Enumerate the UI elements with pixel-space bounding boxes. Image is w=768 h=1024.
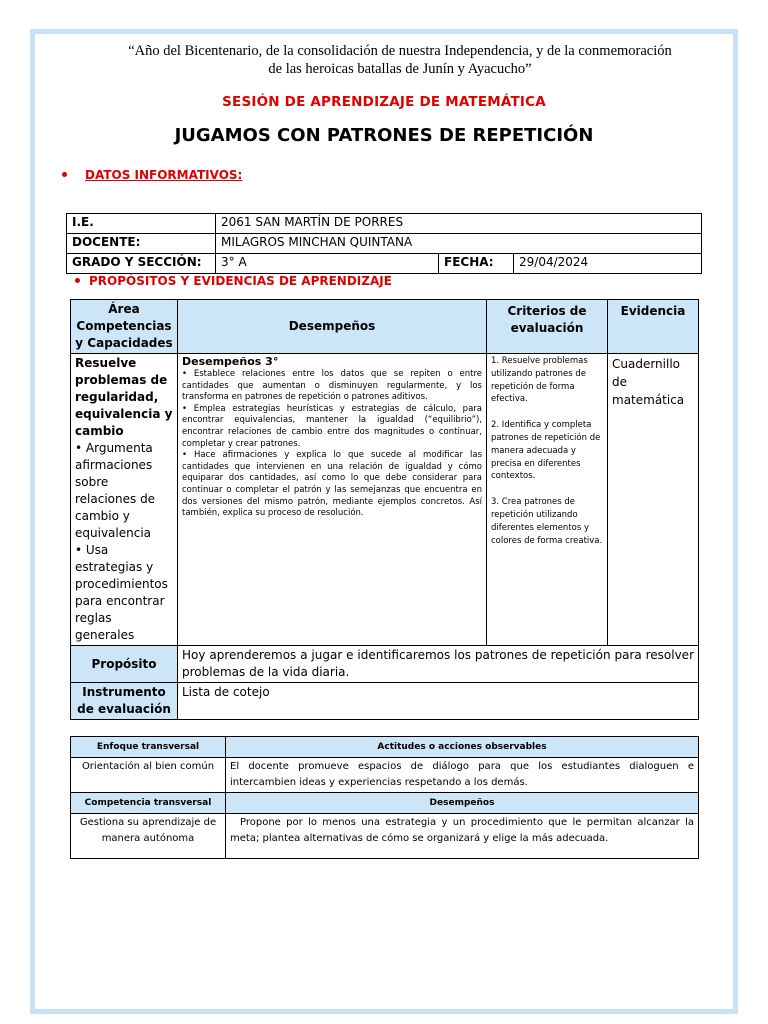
desempeno-transversal-value: Propone por lo menos una estrategia y un procedimiento que le permitan alcanzar la meta; plantea alternativas de cómo se organizará y elige la más adecuada. xyxy=(226,814,699,859)
capacidad-item: • Usa estrategias y procedimientos para encontrar reglas generales xyxy=(75,543,168,642)
criterios-cell xyxy=(487,354,608,646)
section-propositos xyxy=(75,274,392,288)
criterio-item: 1. Resuelve problemas utilizando patrones de repetición de forma efectiva. xyxy=(491,356,588,405)
bullet-icon xyxy=(75,278,80,283)
table-row xyxy=(71,814,699,859)
header-area: Área Competencias y Capacidades xyxy=(71,300,178,354)
table-row xyxy=(67,234,702,254)
info-table xyxy=(66,213,702,274)
desempeno-item: • Emplea estrategias heurísticas y estrategias de cálculo, para encontrar equivalencias, mantener la igualdad (“equilibrio”), encontrar relaciones de cambio entre dos magnitudes o continuar, completar y crear patrones. xyxy=(182,403,482,449)
header-desempenos-transversal: Desempeños xyxy=(226,793,699,814)
table-header-row xyxy=(71,793,699,814)
desempenos-title: Desempeños 3° xyxy=(182,355,279,368)
proposito-label: Propósito xyxy=(71,646,178,683)
section-datos-informativos xyxy=(62,168,242,182)
session-title: SESIÓN DE APRENDIZAJE DE MATEMÁTICA xyxy=(222,94,546,110)
capacidad-item: • Argumenta afirmaciones sobre relaciones de cambio y equivalencia xyxy=(75,441,156,540)
criterio-item: 3. Crea patrones de repetición utilizando diferentes elementos y colores de forma creativa. xyxy=(491,497,603,546)
section-datos-label: DATOS INFORMATIVOS: xyxy=(85,168,243,182)
desempenos-cell xyxy=(178,354,487,646)
fecha-value: 29/04/2024 xyxy=(514,254,702,274)
actitud-value: El docente promueve espacios de diálogo para que los estudiantes dialoguen e intercambien ideas y experiencias respetando a los demás. xyxy=(226,758,699,793)
header-actitudes: Actitudes o acciones observables xyxy=(226,737,699,758)
year-motto: “Año del Bicentenario, de la consolidación de nuestra Independencia, y de la conmemoración de las heroicas batallas de Junín y Ayacucho” xyxy=(128,43,672,77)
header-desempenos: Desempeños xyxy=(178,300,487,354)
competencia-cell xyxy=(71,354,178,646)
table-header-row xyxy=(71,737,699,758)
criterio-item: 2. Identifica y completa patrones de repetición de manera adecuada y precisa en diferentes contextos. xyxy=(491,420,601,482)
docente-label: DOCENTE: xyxy=(67,234,216,254)
ie-value: 2061 SAN MARTÍN DE PORRES xyxy=(216,214,702,234)
evidencia-cell: Cuadernillo de matemática xyxy=(608,354,699,646)
desempeno-item: • Hace afirmaciones y explica lo que sucede al modificar las cantidades que intervienen en una relación de igualdad y cómo equiparar dos cantidades, así como lo que debe considerar para continuar o completar el patrón y las semejanzas que encuentra en dos versiones del mismo patrón, mediante ejemplos concretos. Así también, explica su proceso de resolución. xyxy=(182,450,482,519)
header-evidencia: Evidencia xyxy=(608,300,699,354)
table-header-row xyxy=(71,300,699,354)
table-row xyxy=(67,214,702,234)
table-row xyxy=(67,254,702,274)
instrumento-text: Lista de cotejo xyxy=(178,683,699,720)
proposito-text: Hoy aprenderemos a jugar e identificaremos los patrones de repetición para resolver problemas de la vida diaria. xyxy=(178,646,699,683)
docente-value: MILAGROS MINCHAN QUINTANA xyxy=(216,234,702,254)
table-row xyxy=(71,646,699,683)
header-competencia-transversal: Competencia transversal xyxy=(71,793,226,814)
table-row xyxy=(71,683,699,720)
enfoque-value: Orientación al bien común xyxy=(71,758,226,793)
ie-label: I.E. xyxy=(67,214,216,234)
table-row xyxy=(71,354,699,646)
desempeno-item: • Establece relaciones entre los datos que se repiten o entre cantidades que aumentan o disminuyen regularmente, y los transforma en patrones de repetición o patrones aditivos. xyxy=(182,369,482,403)
header-enfoque: Enfoque transversal xyxy=(71,737,226,758)
table-row xyxy=(71,758,699,793)
transversal-table xyxy=(70,736,699,859)
grado-label: GRADO Y SECCIÓN: xyxy=(67,254,216,274)
instrumento-label: Instrumento de evaluación xyxy=(71,683,178,720)
header-criterios: Criterios de evaluación xyxy=(487,300,608,354)
section-propositos-label: PROPÓSITOS Y EVIDENCIAS DE APRENDIZAJE xyxy=(89,274,392,288)
fecha-label: FECHA: xyxy=(439,254,514,274)
competencia-transversal-value: Gestiona su aprendizaje de manera autónoma xyxy=(71,814,226,859)
learning-table xyxy=(70,299,699,720)
bullet-icon xyxy=(62,172,67,177)
competencia-text: Resuelve problemas de regularidad, equivalencia y cambio xyxy=(75,356,173,438)
grado-value: 3° A xyxy=(216,254,439,274)
page-title: JUGAMOS CON PATRONES DE REPETICIÓN xyxy=(174,125,594,146)
